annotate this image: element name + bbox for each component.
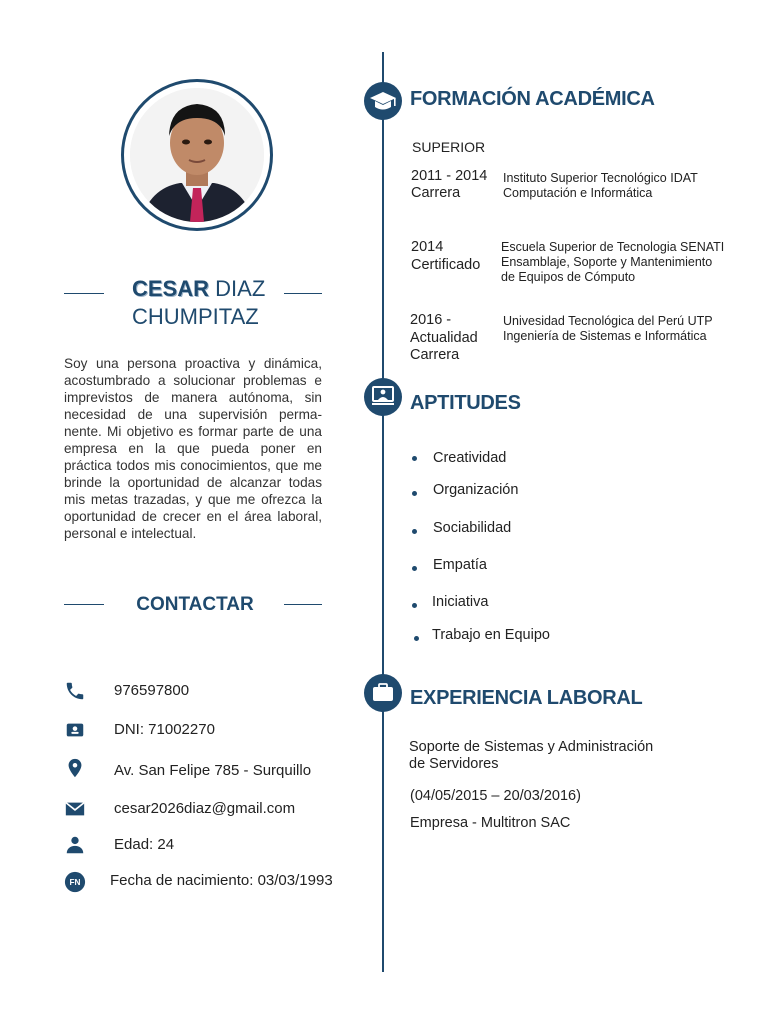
location-pin-icon (64, 757, 86, 779)
experience-role (409, 739, 653, 773)
education-level: SUPERIOR (412, 139, 486, 155)
bullet (412, 566, 417, 571)
skill-label: Creatividad (433, 450, 507, 466)
skill-label: Iniciativa (432, 594, 489, 610)
email-address: cesar2026diaz@gmail.com (114, 800, 296, 817)
full-name (132, 275, 282, 331)
education-program: Ingeniería de Sistemas e Informática (503, 329, 707, 343)
education-program: Computación e Informática (503, 186, 653, 200)
skill-label: Trabajo en Equipo (432, 627, 550, 643)
education-date: 2011 - 2014 (411, 168, 488, 184)
phone-number: 976597800 (114, 682, 190, 699)
skill-label: Sociabilidad (433, 520, 512, 536)
bullet (412, 456, 417, 461)
envelope-icon (64, 798, 86, 820)
person-icon (64, 834, 86, 856)
education-kind: Certificado (411, 257, 481, 273)
education-kind-2: Carrera (410, 347, 460, 363)
education-date: 2014 (411, 239, 444, 255)
contact-title: CONTACTAR (136, 594, 254, 615)
skill-label: Organización (433, 482, 519, 498)
role-line-1: Soporte de Sistemas y Administración (409, 739, 654, 755)
education-institution: Univesidad Tecnológica del Perú UTP (503, 314, 713, 328)
svg-text:FN: FN (69, 878, 81, 888)
education-institution: Escuela Superior de Tecnologia SENATI (501, 240, 725, 254)
profile-photo-frame (121, 79, 273, 231)
fn-badge-icon (64, 871, 86, 893)
bullet (412, 603, 417, 608)
education-program-cont: de Equipos de Cómputo (501, 270, 636, 284)
last-name-2: CHUMPITAZ (132, 304, 259, 329)
name-divider-right (284, 293, 322, 294)
bullet (414, 636, 419, 641)
address: Av. San Felipe 785 - Surquillo (114, 762, 312, 779)
presentation-board-icon (364, 378, 402, 416)
age: Edad: 24 (114, 836, 175, 853)
role-line-2: de Servidores (409, 756, 499, 772)
timeline-line (382, 52, 384, 972)
contact-divider-right (284, 604, 322, 605)
contact-divider-left (64, 604, 104, 605)
graduation-cap-icon (364, 82, 402, 120)
last-name-1: DIAZ (215, 276, 266, 301)
briefcase-icon (364, 674, 402, 712)
education-title: FORMACIÓN ACADÉMICA (410, 88, 655, 110)
id-card-icon (64, 719, 86, 741)
bullet (412, 491, 417, 496)
education-date: 2016 - (410, 312, 452, 328)
education-kind: Actualidad (410, 329, 478, 346)
bullet (412, 529, 417, 534)
skills-title: APTITUDES (410, 392, 521, 414)
birth-date: Fecha de nacimiento: 03/03/1993 (110, 872, 333, 889)
experience-period: (04/05/2015 – 20/03/2016) (410, 788, 581, 804)
name-divider-left (64, 293, 104, 294)
skill-label: Empatía (433, 557, 487, 573)
first-name: CESAR (132, 276, 210, 301)
experience-title: EXPERIENCIA LABORAL (410, 687, 643, 709)
dni-number: DNI: 71002270 (114, 721, 215, 738)
education-institution: Instituto Superior Tecnológico IDAT (503, 171, 698, 185)
education-kind: Carrera (411, 185, 461, 201)
phone-icon (64, 680, 86, 702)
experience-company: Empresa - Multitron SAC (410, 815, 571, 831)
profile-photo (130, 88, 264, 222)
education-program: Ensamblaje, Soporte y Mantenimiento (501, 255, 713, 269)
profile-summary: Soy una persona proactiva y dinámica, acostumbrado a solucionar problemas e imprevistos de manera autónoma, sin necesidad de una supervisión perma-nente. Mi objetivo es formar parte de una empresa en la que pueda poner en práctica todos mis conocimientos, que me brinde la oportunidad de alcanzar todas mis metas trazadas, y que me ofrezca la oportunidad de crecer en el área laboral, personal e intelectual. (64, 356, 322, 541)
